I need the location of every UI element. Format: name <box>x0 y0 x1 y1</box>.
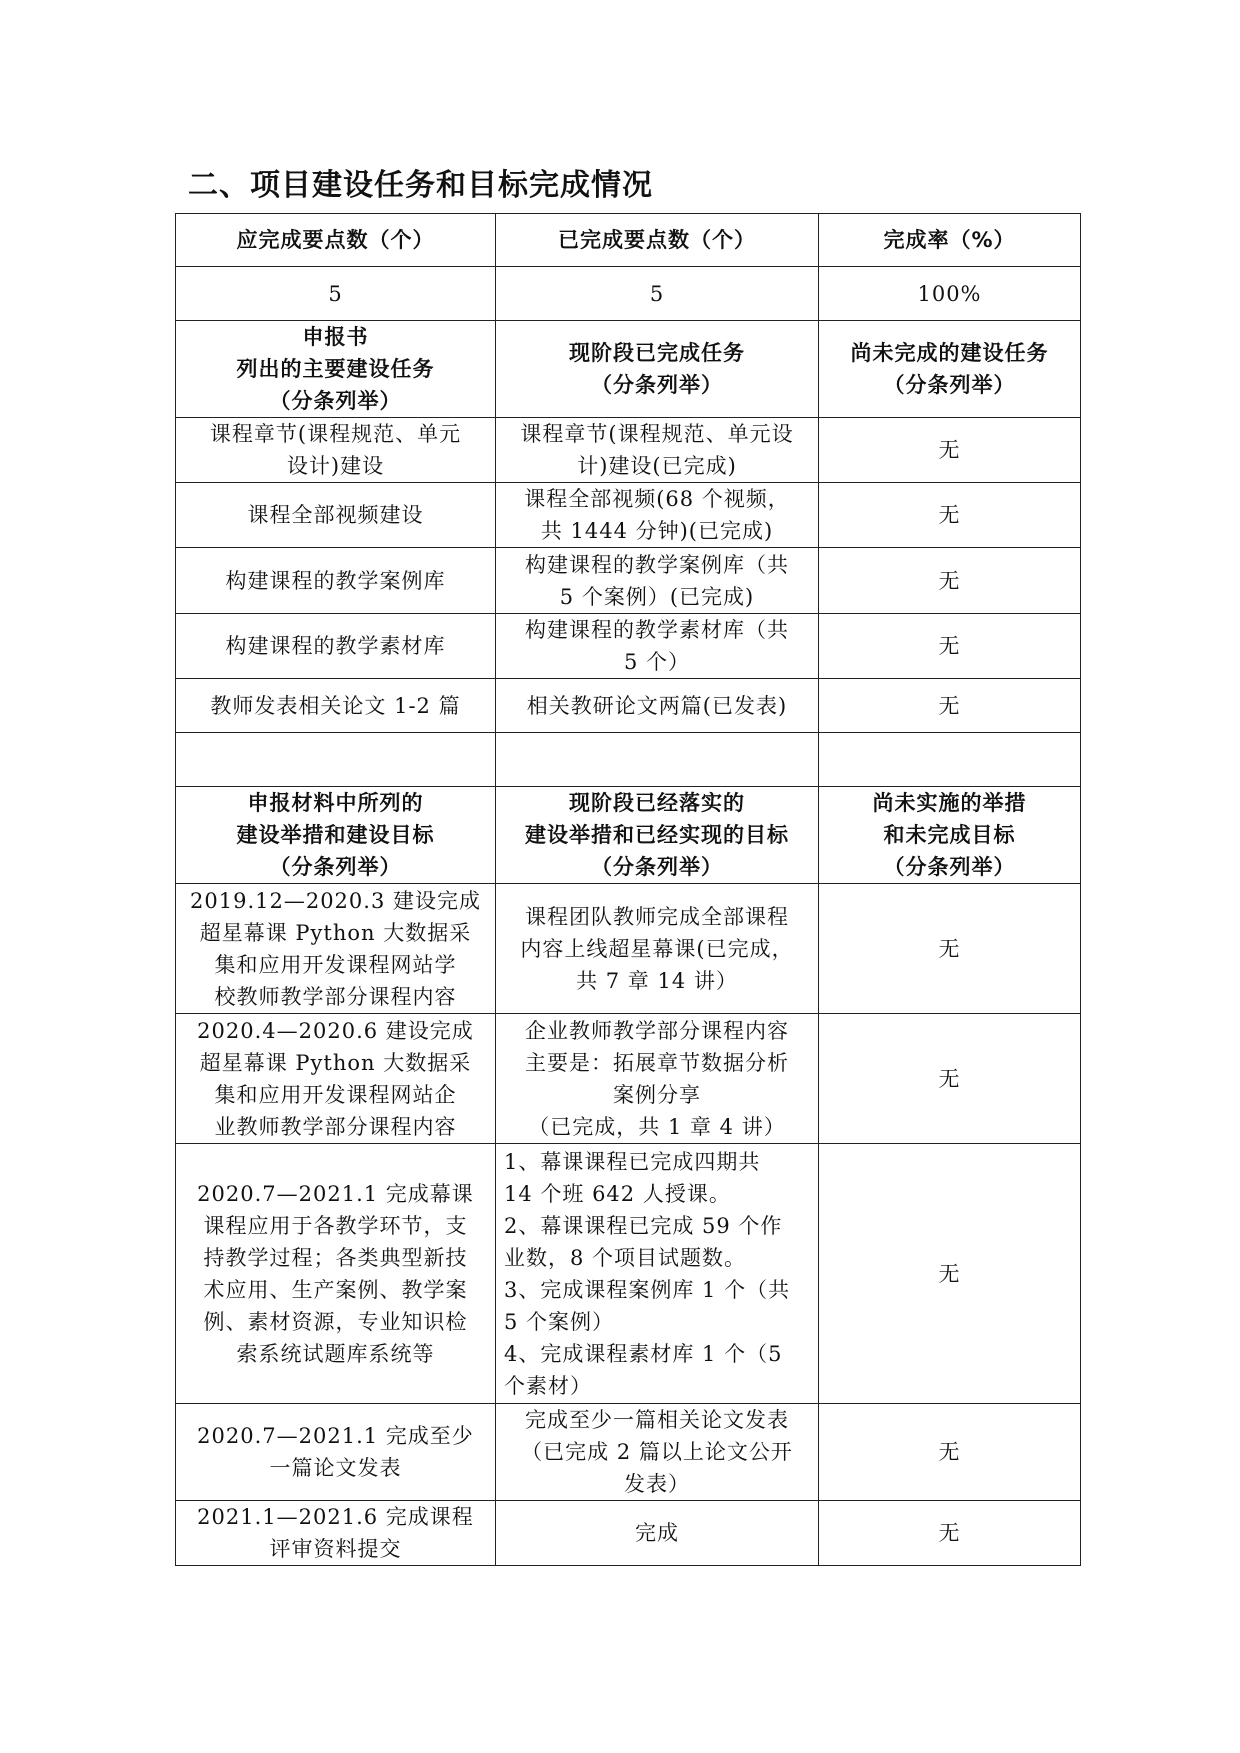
header-line: （分条列举） <box>269 855 402 879</box>
measures-header-row <box>176 787 1081 884</box>
cell-line: 个素材） <box>504 1373 592 1398</box>
empty-row <box>176 733 1081 787</box>
cell-line: （已完成，共 1 章 4 讲） <box>528 1114 786 1139</box>
value-completion-rate: 100% <box>819 267 1081 321</box>
task-uncompleted: 无 <box>819 679 1081 733</box>
cell-line: 14 个班 642 人授课。 <box>504 1181 731 1206</box>
header-line: 尚未完成的建设任务 <box>850 341 1049 365</box>
header-line: （分条列举） <box>591 373 723 397</box>
measure-implemented: 完成 <box>496 1501 819 1566</box>
table-row <box>176 884 1081 1014</box>
progress-table <box>175 213 1081 1566</box>
header-line: （分条列举） <box>883 373 1016 397</box>
cell-line: 2020.7—2021.1 完成幕课 <box>197 1181 474 1206</box>
measure-implemented <box>496 1014 819 1144</box>
cell-line: 完成至少一篇相关论文发表 <box>525 1408 789 1432</box>
cell-line: 5 个案例）(已完成) <box>559 584 755 609</box>
header-completed-count: 已完成要点数（个） <box>496 214 819 267</box>
header-unimplemented-measures <box>819 787 1081 884</box>
table-row <box>176 1014 1081 1144</box>
cell-line: 课程章节(课程规范、单元 <box>209 422 462 446</box>
cell-line: 课程章节(课程规范、单元设 <box>520 422 794 446</box>
header-implemented-measures <box>496 787 819 884</box>
cell-line: 超星幕课 Python 大数据采 <box>199 1050 472 1075</box>
task-planned: 构建课程的教学素材库 <box>176 614 496 679</box>
task-uncompleted: 无 <box>819 548 1081 614</box>
cell-line: 术应用、生产案例、教学案 <box>203 1277 468 1302</box>
cell-line: 4、完成课程素材库 1 个（5 <box>504 1341 783 1366</box>
task-completed <box>496 483 819 548</box>
measure-unimplemented: 无 <box>819 1501 1081 1566</box>
cell-line: 集和应用开发课程网站学 <box>214 952 457 977</box>
header-planned-measures <box>176 787 496 884</box>
cell-line: 2020.7—2021.1 完成至少 <box>197 1424 474 1448</box>
cell-line: 课程应用于各教学环节，支 <box>203 1213 468 1238</box>
header-completed-tasks <box>496 321 819 418</box>
cell-line: 5 个案例） <box>504 1309 615 1334</box>
task-planned: 课程全部视频建设 <box>176 483 496 548</box>
measure-implemented <box>496 1404 819 1501</box>
cell-line: 共 7 章 14 讲） <box>576 968 738 993</box>
table-row <box>176 418 1081 483</box>
header-line: 和未完成目标 <box>883 823 1016 847</box>
task-uncompleted: 无 <box>819 418 1081 483</box>
measure-planned <box>176 1404 496 1501</box>
cell-line: 课程团队教师完成全部课程 <box>525 904 789 929</box>
header-line: 申报材料中所列的 <box>247 791 424 815</box>
empty-cell <box>176 733 496 787</box>
measure-implemented <box>496 884 819 1014</box>
header-line: 申报书 <box>302 325 369 349</box>
measure-unimplemented: 无 <box>819 1014 1081 1144</box>
cell-line: 构建课程的教学素材库（共 <box>525 618 789 642</box>
header-completion-rate: 完成率（%） <box>819 214 1081 267</box>
cell-line: 3、完成课程案例库 1 个（共 <box>504 1277 791 1302</box>
tasks-header-row <box>176 321 1081 418</box>
header-line: （分条列举） <box>883 855 1016 879</box>
header-planned-tasks <box>176 321 496 418</box>
empty-cell <box>819 733 1081 787</box>
cell-line: 评审资料提交 <box>269 1537 402 1561</box>
cell-line: 内容上线超星幕课(已完成， <box>520 936 794 961</box>
task-completed <box>496 418 819 483</box>
measure-planned <box>176 884 496 1014</box>
table-row <box>176 548 1081 614</box>
header-line: 建设举措和已经实现的目标 <box>525 823 789 847</box>
header-line: （分条列举） <box>269 389 402 413</box>
task-uncompleted: 无 <box>819 614 1081 679</box>
measure-planned <box>176 1501 496 1566</box>
header-line: （分条列举） <box>591 855 723 879</box>
header-line: 现阶段已经落实的 <box>569 791 745 815</box>
measure-unimplemented: 无 <box>819 884 1081 1014</box>
table-row <box>176 614 1081 679</box>
header-line: 列出的主要建设任务 <box>236 357 435 381</box>
cell-line: 计)建设(已完成) <box>577 454 737 478</box>
measure-planned <box>176 1144 496 1404</box>
cell-line: 2019.12—2020.3 建设完成 <box>190 888 481 913</box>
cell-line: 校教师教学部分课程内容 <box>214 984 457 1009</box>
header-line: 尚未实施的举措 <box>872 791 1027 815</box>
table-row <box>176 1144 1081 1404</box>
header-required-count: 应完成要点数（个） <box>176 214 496 267</box>
summary-values-row <box>176 267 1081 321</box>
measure-unimplemented: 无 <box>819 1404 1081 1501</box>
measure-implemented <box>496 1144 819 1404</box>
task-planned: 教师发表相关论文 1-2 篇 <box>176 679 496 733</box>
cell-line: 案例分享 <box>613 1082 701 1107</box>
task-planned: 构建课程的教学案例库 <box>176 548 496 614</box>
cell-line: 发表） <box>624 1472 690 1496</box>
task-completed <box>496 548 819 614</box>
cell-line: 集和应用开发课程网站企 <box>214 1082 457 1107</box>
cell-line: 构建课程的教学案例库（共 <box>525 552 789 577</box>
cell-line: 1、幕课课程已完成四期共 <box>504 1149 761 1174</box>
cell-line: 一篇论文发表 <box>269 1456 402 1480</box>
cell-line: 2、幕课课程已完成 59 个作 <box>504 1213 783 1238</box>
cell-line: 超星幕课 Python 大数据采 <box>199 920 472 945</box>
measure-unimplemented: 无 <box>819 1144 1081 1404</box>
cell-line: 业教师教学部分课程内容 <box>214 1114 457 1139</box>
measure-planned <box>176 1014 496 1144</box>
task-uncompleted: 无 <box>819 483 1081 548</box>
table-row <box>176 483 1081 548</box>
task-planned <box>176 418 496 483</box>
cell-line: 共 1444 分钟)(已完成) <box>540 519 774 543</box>
cell-line: 2020.4—2020.6 建设完成 <box>197 1018 474 1043</box>
cell-line: 索系统试题库系统等 <box>236 1341 435 1366</box>
empty-cell <box>496 733 819 787</box>
task-completed <box>496 614 819 679</box>
cell-line: 持教学过程；各类典型新技 <box>203 1245 468 1270</box>
header-line: 现阶段已完成任务 <box>569 341 745 365</box>
cell-line: 设计)建设 <box>286 454 385 478</box>
value-required-count: 5 <box>176 267 496 321</box>
cell-line: 例、素材资源，专业知识检 <box>203 1309 468 1334</box>
value-completed-count: 5 <box>496 267 819 321</box>
section-title: 二、项目建设任务和目标完成情况 <box>188 168 653 203</box>
table-row <box>176 1501 1081 1566</box>
header-line: 建设举措和建设目标 <box>236 823 435 847</box>
header-uncompleted-tasks <box>819 321 1081 418</box>
cell-line: 5 个） <box>623 650 691 674</box>
task-completed: 相关教研论文两篇(已发表) <box>496 679 819 733</box>
cell-line: 主要是：拓展章节数据分析 <box>525 1050 789 1075</box>
summary-header-row <box>176 214 1081 267</box>
cell-line: （已完成 2 篇以上论文公开 <box>521 1440 793 1464</box>
table-row <box>176 679 1081 733</box>
cell-line: 业数，8 个项目试题数。 <box>504 1245 747 1270</box>
cell-line: 课程全部视频(68 个视频， <box>524 487 790 511</box>
cell-line: 企业教师教学部分课程内容 <box>525 1018 789 1043</box>
table-row <box>176 1404 1081 1501</box>
cell-line: 2021.1—2021.6 完成课程 <box>197 1505 474 1529</box>
